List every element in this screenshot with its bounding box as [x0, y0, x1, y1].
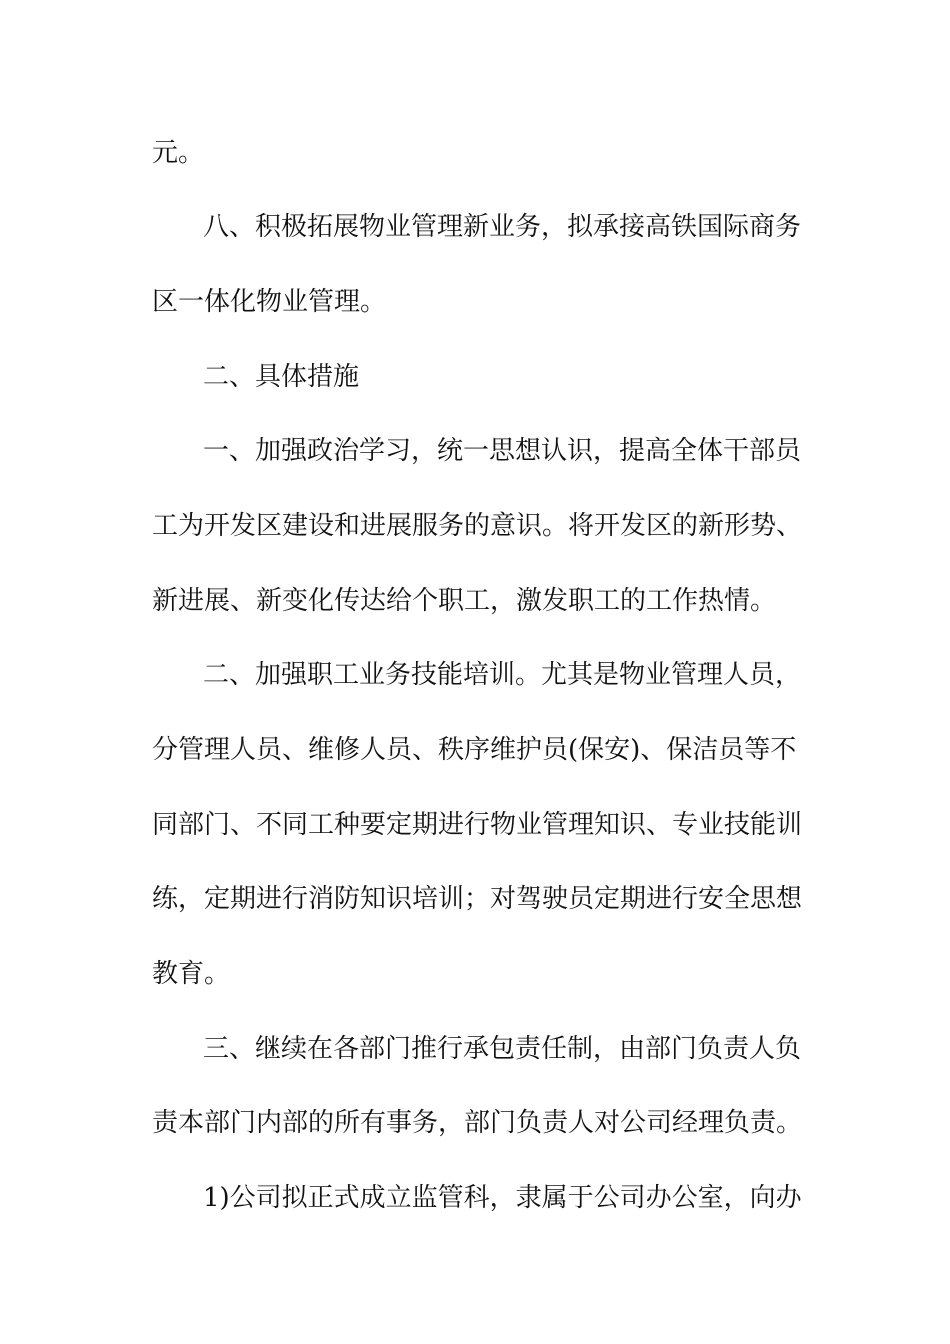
section-heading: 二、具体措施 — [203, 362, 360, 392]
text-line: 责本部门内部的所有事务，部门负责人对公司经理负责。 — [152, 1108, 803, 1138]
text-line: 教育。 — [152, 959, 231, 989]
text-line: 工为开发区建设和进展服务的意识。将开发区的新形势、 — [152, 511, 803, 541]
text-line: 练，定期进行消防知识培训；对驾驶员定期进行安全思想 — [152, 884, 803, 914]
text-line: 新进展、新变化传达给个职工，激发职工的工作热情。 — [152, 586, 777, 616]
text-line: 二、加强职工业务技能培训。尤其是物业管理人员， — [203, 660, 802, 690]
text-line: 元。 — [152, 138, 205, 168]
text-line: 八、积极拓展物业管理新业务，拟承接高铁国际商务 — [203, 212, 802, 242]
text-line: 分管理人员、维修人员、秩序维护员(保安)、保洁员等不 — [152, 735, 797, 765]
text-line: 三、继续在各部门推行承包责任制，由部门负责人负 — [203, 1034, 802, 1064]
text-line: 同部门、不同工种要定期进行物业管理知识、专业技能训 — [152, 810, 803, 840]
text-line: 一、加强政治学习，统一思想认识，提高全体干部员 — [203, 436, 802, 466]
text-line: 1)公司拟正式成立监管科，隶属于公司办公室，向办 — [203, 1183, 802, 1213]
text-line: 区一体化物业管理。 — [152, 287, 387, 317]
